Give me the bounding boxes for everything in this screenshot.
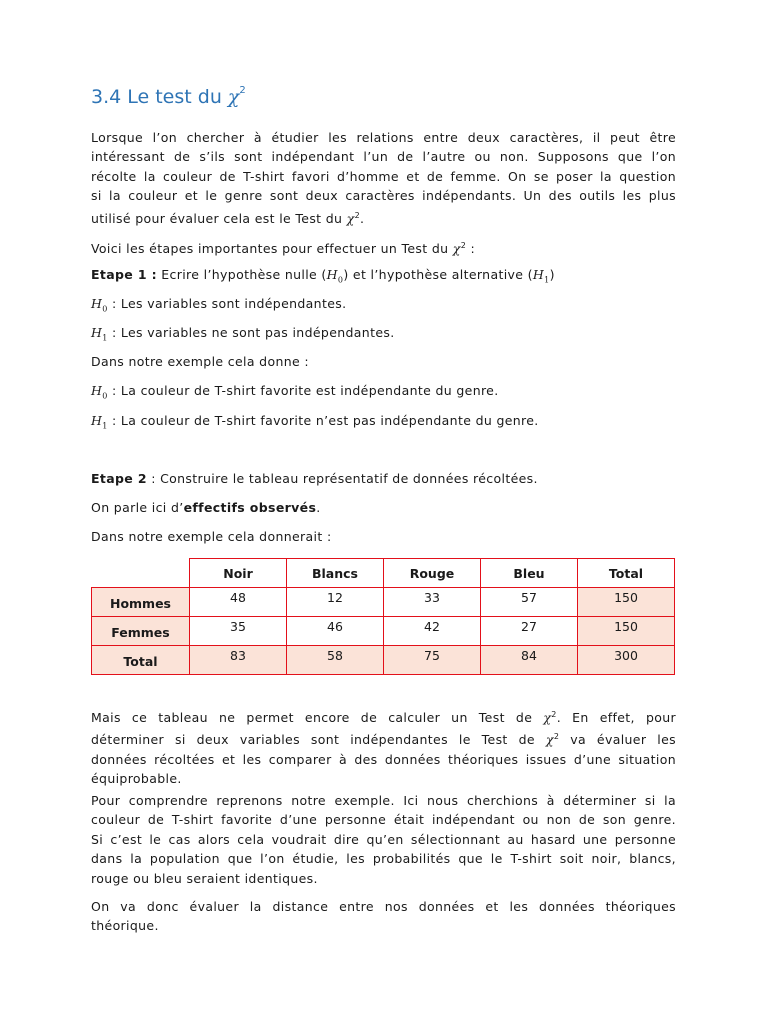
chi-exponent: 2 bbox=[354, 210, 361, 220]
table-cell: 57 bbox=[481, 588, 578, 617]
paragraph-line: Mais ce tableau ne permet encore de calculer un Test de $\chi^2$. En effet, pour bbox=[91, 710, 677, 725]
column-header: Bleu bbox=[481, 559, 578, 588]
chi-symbol: χ bbox=[227, 86, 240, 108]
step-2-text: : Construire le tableau représentatif de données récoltées. bbox=[146, 471, 538, 486]
table-cell-total: 150 bbox=[578, 588, 675, 617]
chi-symbol: χ bbox=[452, 241, 461, 256]
step-1-text: ) bbox=[549, 267, 555, 282]
paragraph-line: Pour comprendre reprenons notre exemple. Ici nous cherchions à déterminer si la bbox=[91, 793, 676, 808]
table-cell: 27 bbox=[481, 617, 578, 646]
explanation-paragraph bbox=[91, 791, 676, 888]
chi-exponent: 2 bbox=[551, 710, 557, 719]
h0-symbol: $H_0$ bbox=[91, 296, 108, 314]
table-cell: 46 bbox=[287, 617, 384, 646]
paragraph-line: Si c’est le cas alors cela voudrait dire qu’en sélectionnant au hasard une personne bbox=[91, 831, 676, 847]
table-cell-total: 84 bbox=[481, 646, 578, 675]
paragraph-line: déterminer si deux variables sont indépendantes le Test de $\chi^2$ va évaluer les bbox=[91, 732, 676, 748]
line-end: . bbox=[360, 210, 365, 226]
observed-counts-table bbox=[91, 558, 675, 675]
table-header-row bbox=[92, 559, 675, 588]
paragraph-line: intéressant de s’ils sont indépendant l’un de l’autre ou non. Supposons que l’on bbox=[91, 149, 676, 165]
table-row bbox=[92, 588, 675, 617]
chi-exponent: 2 bbox=[239, 84, 246, 96]
paragraph-line: si la couleur et le genre sont deux caractères indépendants. Un des outils les plus bbox=[91, 188, 676, 204]
table-cell-total: 75 bbox=[384, 646, 481, 675]
step-1-label: Etape 1 : bbox=[91, 267, 157, 282]
step-2 bbox=[91, 469, 676, 488]
chi-symbol: χ bbox=[543, 710, 552, 725]
h1-symbol: $H_1$ bbox=[91, 413, 108, 431]
steps-intro-text: Voici les étapes importantes pour effectuer un Test du bbox=[91, 241, 453, 256]
h1-symbol: $H_1$ bbox=[532, 267, 550, 285]
h0-symbol: $H_0$ bbox=[91, 383, 108, 401]
h1-definition-text: : Les variables ne sont pas indépendantes. bbox=[107, 325, 395, 340]
row-header: Total bbox=[92, 646, 190, 675]
row-header: Femmes bbox=[92, 617, 190, 646]
table-cell: 35 bbox=[190, 617, 287, 646]
step-2-label: Etape 2 bbox=[91, 471, 147, 486]
step-1 bbox=[91, 265, 676, 290]
observed-note bbox=[91, 498, 676, 517]
conclusion-paragraph bbox=[91, 897, 676, 936]
column-header: Noir bbox=[190, 559, 287, 588]
table-cell-total: 300 bbox=[578, 646, 675, 675]
h0-definition bbox=[91, 294, 676, 319]
paragraph-line: dans la population que l’on étudie, les probabilités que le T-shirt soit noir, blancs, bbox=[91, 851, 676, 867]
paragraph-line: rouge ou bleu seraient identiques. bbox=[91, 870, 318, 886]
table-row bbox=[92, 617, 675, 646]
table-cell: 48 bbox=[190, 588, 287, 617]
paragraph-line: Lorsque l’on chercher à étudier les relations entre deux caractères, il peut être bbox=[91, 130, 676, 145]
paragraph-line: données récoltées et les comparer à des données théoriques issues d’une situation bbox=[91, 751, 676, 767]
steps-intro-end: : bbox=[466, 241, 476, 256]
h1-definition bbox=[91, 323, 676, 348]
table-cell: 12 bbox=[287, 588, 384, 617]
observed-term: effectifs observés bbox=[183, 500, 317, 515]
h1-example bbox=[91, 411, 676, 436]
h0-example bbox=[91, 381, 676, 406]
column-header: Total bbox=[578, 559, 675, 588]
row-header: Hommes bbox=[92, 588, 190, 617]
h0-example-text: : La couleur de T-shirt favorite est indépendante du genre. bbox=[107, 383, 499, 398]
observed-text: On parle ici d’ bbox=[91, 500, 184, 515]
h0-definition-text: : Les variables sont indépendantes. bbox=[107, 296, 347, 311]
table-cell-total: 58 bbox=[287, 646, 384, 675]
section-heading bbox=[91, 86, 246, 108]
example-intro-2: Dans notre exemple cela donnerait : bbox=[91, 529, 332, 544]
observed-end: . bbox=[316, 500, 321, 515]
paragraph-line: récolte la couleur de T-shirt favori d’homme et de femme. On se poser la question bbox=[91, 168, 676, 184]
paragraph-line: équiprobable. bbox=[91, 771, 182, 787]
table-cell: 33 bbox=[384, 588, 481, 617]
paragraph-line: théorique. bbox=[91, 918, 159, 934]
h1-example-text: : La couleur de T-shirt favorite n’est pas indépendante du genre. bbox=[107, 413, 539, 428]
chi-symbol: χ bbox=[545, 732, 554, 748]
table-cell-total: 83 bbox=[190, 646, 287, 675]
steps-intro bbox=[91, 236, 676, 258]
chi-symbol: χ bbox=[346, 210, 355, 226]
h1-symbol: $H_1$ bbox=[91, 325, 108, 343]
step-1-text: Ecrire l’hypothèse nulle ( bbox=[156, 267, 327, 282]
column-header: Blancs bbox=[287, 559, 384, 588]
paragraph-line: On va donc évaluer la distance entre nos données et les données théoriques bbox=[91, 899, 676, 914]
step-1-text: ) et l’hypothèse alternative ( bbox=[343, 267, 533, 282]
line-text: utilisé pour évaluer cela est le Test du bbox=[91, 210, 347, 226]
table-cell-total: 150 bbox=[578, 617, 675, 646]
table-cell: 42 bbox=[384, 617, 481, 646]
table-row bbox=[92, 646, 675, 675]
paragraph-line bbox=[91, 206, 676, 228]
intro-paragraph bbox=[91, 128, 676, 228]
table-corner bbox=[92, 559, 190, 588]
paragraph-line: couleur de T-shirt favorite d’une personne était indépendant ou non de son genre. bbox=[91, 812, 676, 828]
heading-text: 3.4 Le test du bbox=[91, 86, 228, 108]
column-header: Rouge bbox=[384, 559, 481, 588]
h0-symbol: $H_0$ bbox=[326, 267, 344, 285]
chi-exponent: 2 bbox=[460, 241, 467, 250]
comparison-paragraph bbox=[91, 705, 676, 789]
example-intro: Dans notre exemple cela donne : bbox=[91, 354, 309, 369]
chi-exponent: 2 bbox=[553, 732, 560, 742]
